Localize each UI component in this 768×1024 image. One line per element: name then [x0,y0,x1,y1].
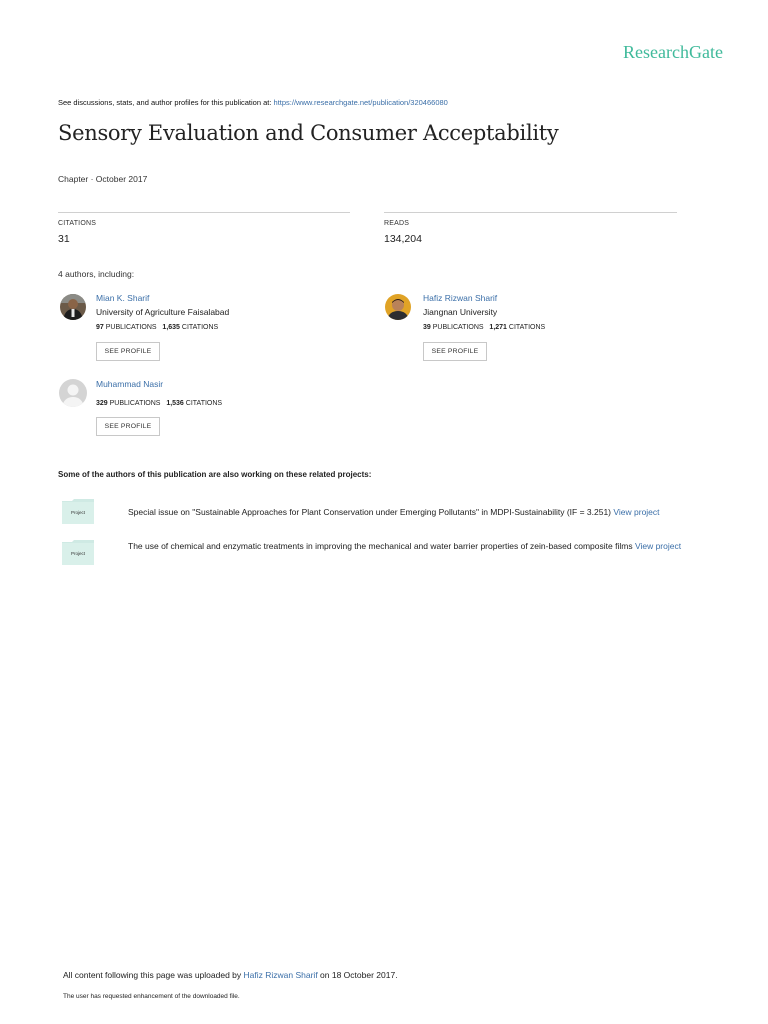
upload-suffix: on 18 October 2017. [317,970,398,980]
author-avatar[interactable] [385,294,411,320]
project-description [128,505,708,519]
author-publications-label: PUBLICATIONS [432,324,484,331]
enhancement-note: The user has requested enhancement of the downloaded file. [63,993,240,1000]
authors-intro: 4 authors, including: [58,269,135,279]
publication-title: Sensory Evaluation and Consumer Acceptability [58,121,559,145]
author-stats [96,324,218,331]
folder-label: Project [70,510,85,515]
author-citations-label: CITATIONS [185,400,223,407]
citations-label: CITATIONS [58,220,97,227]
author-photo-icon [385,294,411,320]
author-affiliation: Jiangnan University [423,307,498,317]
upload-prefix: All content following this page was uploaded by [63,970,244,980]
author-photo-icon [60,294,86,320]
author-publications-count: 39 [423,324,431,331]
author-stats [96,400,222,407]
author-avatar[interactable] [59,379,87,407]
see-profile-button[interactable]: SEE PROFILE [96,342,160,361]
view-project-link[interactable]: View project [634,541,682,551]
upload-info [63,970,398,980]
project-description [128,539,708,553]
author-stats [423,324,545,331]
author-publications-count: 329 [96,400,108,407]
author-name-link[interactable]: Muhammad Nasir [96,379,164,389]
researchgate-logo[interactable]: ResearchGate [623,42,723,62]
author-publications-label: PUBLICATIONS [109,400,161,407]
project-title: Special issue on "Sustainable Approaches for Plant Conservation under Emerging Pollutants" in MDPI-Sustainability (IF = 3.251) [128,507,614,517]
project-folder-icon[interactable] [62,499,94,524]
see-profile-button[interactable]: SEE PROFILE [96,417,160,436]
reads-divider [384,212,677,213]
author-publications-label: PUBLICATIONS [105,324,157,331]
project-title: The use of chemical and enzymatic treatments in improving the mechanical and water barrier properties of zein-based composite films [128,541,635,551]
see-profile-button[interactable]: SEE PROFILE [423,342,487,361]
related-projects-heading: Some of the authors of this publication are also working on these related projects: [58,470,372,479]
author-citations-count: 1,271 [489,324,507,331]
author-name-link[interactable]: Mian K. Sharif [96,293,150,303]
default-avatar-icon [59,379,87,407]
project-folder-icon[interactable] [62,540,94,565]
citations-count: 31 [58,233,70,245]
author-publications-count: 97 [96,324,104,331]
author-citations-label: CITATIONS [181,324,219,331]
disclaimer-line [58,98,448,107]
author-citations-count: 1,536 [166,400,184,407]
publication-url-link[interactable]: https://www.researchgate.net/publication/320466080 [273,98,448,107]
author-avatar[interactable] [60,294,86,320]
citations-divider [58,212,350,213]
uploader-link[interactable]: Hafiz Rizwan Sharif [243,970,318,980]
author-affiliation: University of Agriculture Faisalabad [96,307,230,317]
author-citations-label: CITATIONS [508,324,546,331]
author-name-link[interactable]: Hafiz Rizwan Sharif [423,293,498,303]
reads-count: 134,204 [384,233,422,245]
view-project-link[interactable]: View project [613,507,660,517]
author-citations-count: 1,635 [162,324,180,331]
reads-label: READS [384,220,410,227]
publication-meta: Chapter · October 2017 [58,174,148,184]
folder-label: Project [70,551,85,556]
disclaimer-text: See discussions, stats, and author profiles for this publication at: [58,98,274,107]
